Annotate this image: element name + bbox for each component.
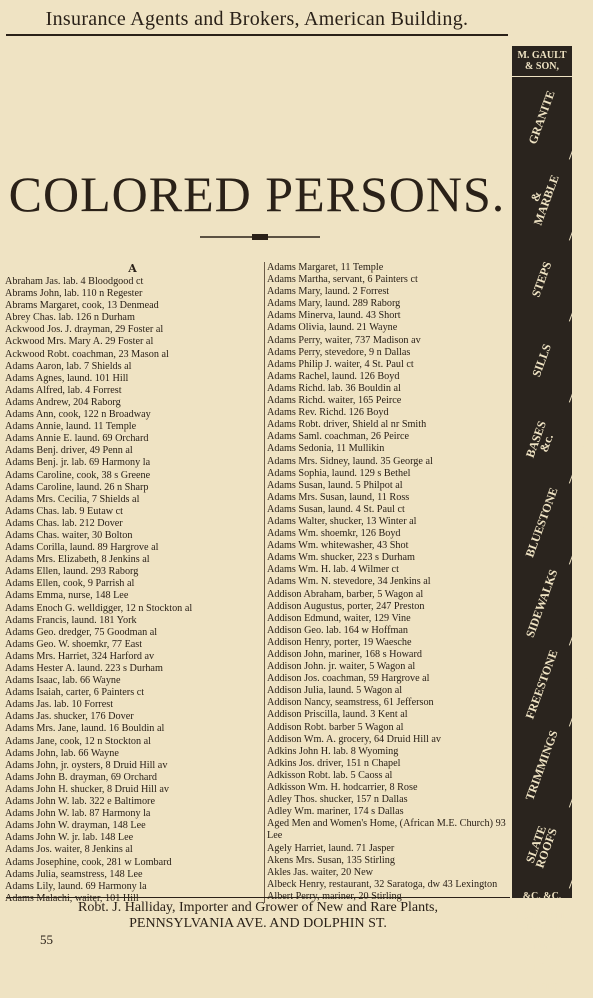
- directory-entry: Adams Perry, waiter, 737 Madison av: [267, 334, 421, 346]
- directory-entry: Adams Philip J. waiter, 4 St. Paul ct: [267, 358, 414, 370]
- directory-entry: Adams Sophia, laund. 129 s Bethel: [267, 467, 411, 479]
- directory-entry: Addison John. jr. waiter, 5 Wagon al: [267, 661, 416, 673]
- directory-entry: Adams Annie, laund. 11 Temple: [5, 421, 137, 433]
- ad-item: TRIMMINGS: [494, 723, 591, 807]
- directory-entry: Adams Wm. N. stevedore, 34 Jenkins al: [267, 576, 431, 588]
- directory-entry: Adams Wm. shucker, 223 s Durham: [267, 552, 415, 564]
- ad-item: BLUESTONE: [494, 480, 591, 564]
- directory-entry: Adams Jas. lab. 10 Forrest: [5, 699, 114, 711]
- directory-entry: Adams Chas. lab. 9 Eutaw ct: [5, 505, 123, 517]
- directory-entry: Adams Mrs. Susan, laund, 11 Ross: [267, 491, 410, 503]
- directory-entry: Adams Caroline, cook, 38 s Greene: [5, 469, 151, 481]
- page-title: COLORED PERSONS.: [8, 166, 506, 222]
- directory-entry: Adams Andrew, 204 Raborg: [5, 396, 121, 408]
- directory-entry: Adams Jas. shucker, 176 Dover: [5, 711, 134, 723]
- directory-entry: Abrey Chas. lab. 126 n Durham: [5, 312, 135, 324]
- footer-advertisement: [6, 897, 510, 932]
- gault-advertisement: [512, 46, 572, 993]
- directory-entry: Adams Susan, laund. 4 St. Paul ct: [267, 503, 405, 515]
- directory-entry: Adams John W. jr. lab. 148 Lee: [5, 832, 134, 844]
- directory-entry: Adkisson Wm. H. hodcarrier, 8 Rose: [267, 782, 418, 794]
- directory-entry: Akens Mrs. Susan, 135 Stirling: [267, 854, 395, 866]
- directory-entry: Adams Alfred, lab. 4 Forrest: [5, 384, 122, 396]
- directory-entry: Adams Annie E. laund. 69 Orchard: [5, 433, 149, 445]
- ad-item: STEPS: [494, 237, 591, 321]
- directory-entry: Adams Walter, shucker, 13 Winter al: [267, 515, 417, 527]
- directory-entry: Adams Benj. driver, 49 Penn al: [5, 445, 133, 457]
- ad-bottom-item: BASES: [512, 978, 572, 998]
- directory-entry: Adams Mary, laund. 2 Forrest: [267, 286, 390, 298]
- directory-entry: Adams Ellen, cook, 9 Parrish al: [5, 578, 135, 590]
- directory-entry: Adams Geo. dredger, 75 Goodman al: [5, 626, 158, 638]
- directory-entry: Abrams Margaret, cook, 13 Denmead: [5, 300, 159, 312]
- directory-entry: Adkins John H. lab. 8 Wyoming: [267, 745, 399, 757]
- directory-entry: Adams Rev. Richd. 126 Boyd: [267, 407, 389, 419]
- directory-entry: Adams Mrs. Jane, laund. 16 Bouldin al: [5, 723, 165, 735]
- ad-bottom-item: CAPS &C.: [512, 958, 572, 978]
- left-entry-list: [5, 276, 260, 905]
- directory-entry: Adams Ellen, laund. 293 Raborg: [5, 566, 139, 578]
- directory-entry: Adams Saml. coachman, 26 Peirce: [267, 431, 410, 443]
- directory-entry: Addison Henry, porter, 19 Waesche: [267, 636, 412, 648]
- ad-bottom-item: COLUMNS: [512, 938, 572, 958]
- directory-entry: Adams Isaiah, carter, 6 Painters ct: [5, 687, 145, 699]
- footer-line-1: Robt. J. Halliday, Importer and Grower of New and Rare Plants,: [78, 900, 438, 915]
- directory-entry: Adams Chas. lab. 212 Dover: [5, 517, 123, 529]
- directory-entry: Adams John B. drayman, 69 Orchard: [5, 771, 157, 783]
- directory-entry: Adams Wm. H. lab. 4 Wilmer ct: [267, 564, 399, 576]
- directory-entry: Adams Emma, nurse, 148 Lee: [5, 590, 129, 602]
- directory-entry: Adley Wm. mariner, 174 s Dallas: [267, 806, 404, 818]
- directory-entry: Adams John W. lab. 87 Harmony la: [5, 808, 151, 820]
- directory-entry: Adams Perry, stevedore, 9 n Dallas: [267, 346, 411, 358]
- directory-entry: Agely Harriet, laund. 71 Jasper: [267, 842, 395, 854]
- right-entry-list: [267, 262, 515, 903]
- directory-entry: Adams Chas. waiter, 30 Bolton: [5, 529, 133, 541]
- directory-entry: Adams John H. shucker, 8 Druid Hill av: [5, 783, 169, 795]
- directory-entry: Abraham Jas. lab. 4 Bloodgood ct: [5, 276, 144, 287]
- ad-bottom-item: POLISHED GRANITE: [512, 907, 572, 938]
- ad-item: SLATE ROOFS: [494, 804, 591, 888]
- directory-entry: Adams Olivia, laund. 21 Wayne: [267, 322, 398, 334]
- ad-item: SIDEWALKS: [494, 561, 591, 645]
- directory-entry: Addison Edmund, waiter, 129 Vine: [267, 612, 411, 624]
- ad-item: FREESTONE: [494, 642, 591, 726]
- directory-entry: Adams Geo. W. shoemkr, 77 East: [5, 638, 143, 650]
- directory-entry: Adams Aaron, lab. 7 Shields al: [5, 360, 132, 372]
- directory-entry: Addison Wm. A. grocery, 64 Druid Hill av: [267, 733, 442, 745]
- ad-bottom-item: &C. &C.: [512, 887, 572, 907]
- directory-entry: Addison Robt. barber 5 Wagon al: [267, 721, 404, 733]
- ad-item: SILLS: [494, 318, 591, 402]
- directory-entry: Albert Perry, mariner, 20 Stirling: [267, 890, 402, 902]
- ad-top: M. GAULT & SON,: [512, 46, 572, 77]
- directory-entry: Adams Minerva, laund. 43 Short: [267, 310, 401, 322]
- directory-entry: Adams Isaac, lab. 66 Wayne: [5, 675, 121, 687]
- directory-entry: Addison Geo. lab. 164 w Hoffman: [267, 624, 409, 636]
- directory-entry: Adams Richd. lab. 36 Bouldin al: [267, 382, 401, 394]
- directory-entry: Adams Corilla, laund. 89 Hargrove al: [5, 542, 159, 554]
- directory-entry: Adams John W. drayman, 148 Lee: [5, 820, 146, 832]
- directory-entry: Adams Sedonia, 11 Mullikin: [267, 443, 385, 455]
- ad-item: BASES &c.: [494, 399, 591, 483]
- directory-entry: Adams Jane, cook, 12 n Stockton al: [5, 735, 151, 747]
- directory-entry: Albeck Henry, restaurant, 32 Saratoga, dw 43 Lexington: [267, 878, 498, 890]
- left-column: [5, 262, 260, 905]
- directory-entry: Akles Jas. waiter, 20 New: [267, 866, 373, 878]
- directory-entry: Adams Margaret, 11 Temple: [267, 262, 384, 273]
- directory-entry: Adley Thos. shucker, 157 n Dallas: [267, 794, 408, 806]
- directory-entry: Adams Susan, laund. 5 Philpot al: [267, 479, 403, 491]
- directory-entry: Ackwood Robt. coachman, 23 Mason al: [5, 348, 169, 360]
- ad-bottom: [512, 887, 572, 998]
- directory-entry: Adams Ann, cook, 122 n Broadway: [5, 409, 151, 421]
- footer-line-2: PENNSYLVANIA AVE. AND DOLPHIN ST.: [129, 916, 387, 931]
- directory-entry: Adkisson Robt. lab. 5 Caoss al: [267, 769, 393, 781]
- page-header: Insurance Agents and Brokers, American Building.: [6, 4, 508, 36]
- ad-item: GRANITE: [494, 75, 591, 159]
- directory-entry: Ackwood Mrs. Mary A. 29 Foster al: [5, 336, 154, 348]
- page-number: 55: [40, 932, 53, 947]
- directory-entry: Adams Rachel, laund. 126 Boyd: [267, 370, 400, 382]
- ornamental-divider: [200, 234, 320, 240]
- directory-entry: Adams Mrs. Elizabeth, 8 Jenkins al: [5, 554, 150, 566]
- directory-entry: Adams Malachi, waiter, 101 Hill: [5, 892, 139, 904]
- directory-entry: Adams John W. lab. 322 e Baltimore: [5, 796, 155, 808]
- directory-entry: Adams Josephine, cook, 281 w Lombard: [5, 856, 172, 868]
- directory-entry: Adkins Jos. driver, 151 n Chapel: [267, 757, 401, 769]
- directory-entry: Adams Wm. shoemkr, 126 Boyd: [267, 528, 401, 540]
- directory-entry: Adams Martha, servant, 6 Painters ct: [267, 274, 418, 286]
- directory-entry: Addison Jos. coachman, 59 Hargrove al: [267, 673, 430, 685]
- directory-entry: Abrams John, lab. 110 n Regester: [5, 288, 143, 300]
- directory-entry: Adams Jos. waiter, 8 Jenkins al: [5, 844, 133, 856]
- directory-entry: Adams Caroline, laund. 26 n Sharp: [5, 481, 149, 493]
- directory-entry: Addison Augustus, porter, 247 Preston: [267, 600, 425, 612]
- directory-entry: Adams Mary, laund. 289 Raborg: [267, 298, 401, 310]
- ad-items: [512, 77, 572, 887]
- directory-entry: Adams Mrs. Cecilia, 7 Shields al: [5, 493, 140, 505]
- directory-entry: Addison Abraham, barber, 5 Wagon al: [267, 588, 424, 600]
- directory-entry: Addison Priscilla, laund. 3 Kent al: [267, 709, 408, 721]
- directory-entry: Addison Nancy, seamstress, 61 Jefferson: [267, 697, 434, 709]
- ad-item: & MARBLE: [494, 156, 591, 240]
- directory-entry: Addison Julia, laund. 5 Wagon al: [267, 685, 403, 697]
- directory-entry: Adams John, jr. oysters, 8 Druid Hill av: [5, 759, 168, 771]
- directory-entry: Adams Mrs. Sidney, laund. 35 George al: [267, 455, 433, 467]
- directory-entry: Adams Mrs. Harriet, 324 Harford av: [5, 650, 155, 662]
- directory-entry: Adams John, lab. 66 Wayne: [5, 747, 119, 759]
- directory-entry: Addison John, mariner, 168 s Howard: [267, 649, 422, 660]
- directory-entry: Adams Lily, laund. 69 Harmony la: [5, 880, 147, 892]
- directory-entry: Ackwood Jos. J. drayman, 29 Foster al: [5, 324, 164, 336]
- directory-entry: Adams Benj. jr. lab. 69 Harmony la: [5, 457, 151, 469]
- directory-entry: Adams Francis, laund. 181 York: [5, 614, 137, 626]
- directory-entry: Adams Hester A. laund. 223 s Durham: [5, 663, 163, 674]
- directory-entry: Aged Men and Women's Home, (African M.E. Church) 93 Lee: [267, 818, 506, 842]
- directory-entry: Adams Wm. whitewasher, 43 Shot: [267, 540, 409, 552]
- directory-entry: Adams Enoch G. welldigger, 12 n Stockton al: [5, 602, 193, 614]
- directory-entry: Adams Agnes, laund. 101 Hill: [5, 372, 129, 384]
- directory-entry: Adams Julia, seamstress, 148 Lee: [5, 868, 143, 880]
- right-column: [264, 262, 515, 903]
- section-letter: A: [128, 262, 137, 275]
- directory-entry: Adams Robt. driver, Shield al nr Smith: [267, 419, 427, 431]
- directory-entry: Adams Richd. waiter, 165 Peirce: [267, 395, 402, 407]
